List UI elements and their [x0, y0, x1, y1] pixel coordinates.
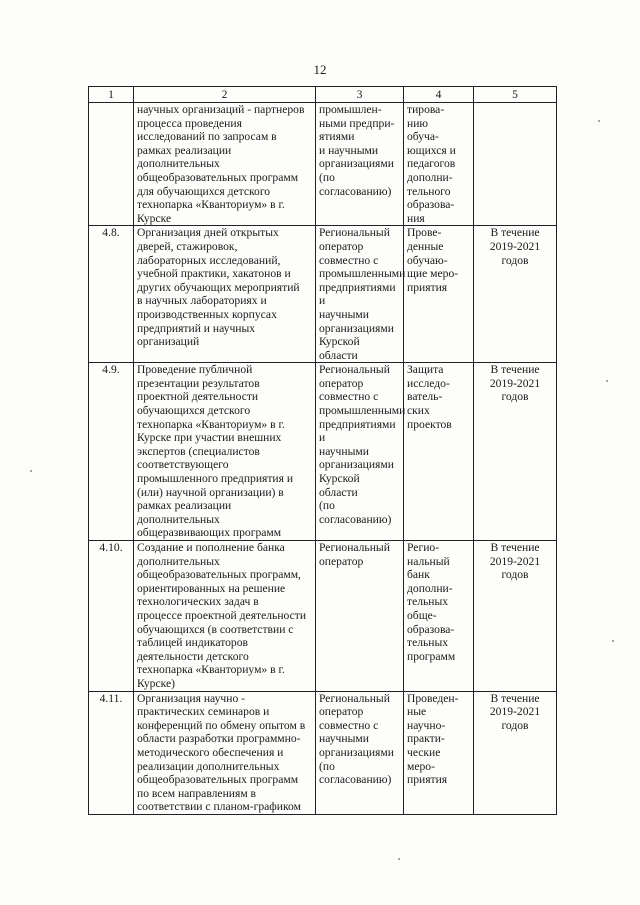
period-cell: В течение 2019-2021 годов [474, 363, 557, 541]
col-header-3: 3 [316, 87, 404, 103]
responsible-cell: Региональный оператор совместно с научными организациями (по согласованию) [316, 691, 404, 814]
header-row [89, 87, 557, 103]
result-cell: Защита исследо- ватель- ских проектов [404, 363, 474, 541]
event-cell: научных организаций - партнеров процесса проведения исследований по запросам в рамках реализации дополнительных общеобразовательных программ для обучающихся детского технопарка «Кванториум» в г. Курске [134, 103, 316, 226]
responsible-cell: Региональный оператор совместно с промышленными предприятиями и научными организациями Курской области [316, 226, 404, 363]
plan-table [88, 86, 557, 815]
scan-speck [606, 380, 608, 382]
scan-speck [612, 640, 614, 642]
table-row [89, 226, 557, 363]
row-number [89, 103, 134, 226]
result-cell: тирова- нию обуча- ющихся и педагогов дополни- тельного образова- ния [404, 103, 474, 226]
scan-speck [30, 470, 32, 472]
page-number: 12 [313, 62, 327, 77]
table-row [89, 363, 557, 541]
scan-speck [598, 120, 600, 122]
row-number: 4.10. [89, 541, 134, 692]
responsible-cell: Региональный оператор совместно с промышленными предприятиями и научными организациями Курской области (по согласованию) [316, 363, 404, 541]
period-cell: В течение 2019-2021 годов [474, 226, 557, 363]
col-header-5: 5 [474, 87, 557, 103]
table-row [89, 541, 557, 692]
scan-speck [398, 858, 400, 860]
period-cell: В течение 2019-2021 годов [474, 541, 557, 692]
period-cell: В течение 2019-2021 годов [474, 691, 557, 814]
result-cell: Регио- нальный банк дополни- тельных обще- образова- тельных программ [404, 541, 474, 692]
result-cell: Прове- денные обучаю- щие меро- приятия [404, 226, 474, 363]
table-row [89, 691, 557, 814]
table-row [89, 103, 557, 226]
event-cell: Организация дней открытых дверей, стажировок, лабораторных исследований, учебной практики, хакатонов и других обучающих мероприятий в научных лабораториях и производственных корпусах предприятий и научных организаций [134, 226, 316, 363]
row-number: 4.9. [89, 363, 134, 541]
event-cell: Создание и пополнение банка дополнительных общеобразовательных программ, ориентированных на решение технологических задач в процессе проектной деятельности обучающихся (в соответствии с таблицей индикаторов деятельности детского технопарка «Кванториум» в г. Курске) [134, 541, 316, 692]
result-cell: Проведен- ные научно- практи- ческие меро- приятия [404, 691, 474, 814]
event-cell: Организация научно - практических семинаров и конференций по обмену опытом в области разработки программно- методического обеспечения и реализации дополнительных общеобразовательных программ по всем направлениям в соответствии с планом-графиком [134, 691, 316, 814]
responsible-cell: промышлен- ными предпри- ятиями и научными организациями (по согласованию) [316, 103, 404, 226]
row-number: 4.11. [89, 691, 134, 814]
event-cell: Проведение публичной презентации результатов проектной деятельности обучающихся детского технопарка «Кванториум» в г. Курске при участии внешних экспертов (специалистов соответствующего промышленного предприятия и (или) научной организации) в рамках реализации дополнительных общеразвивающих программ [134, 363, 316, 541]
period-cell [474, 103, 557, 226]
col-header-2: 2 [134, 87, 316, 103]
col-header-4: 4 [404, 87, 474, 103]
col-header-1: 1 [89, 87, 134, 103]
row-number: 4.8. [89, 226, 134, 363]
responsible-cell: Региональный оператор [316, 541, 404, 692]
